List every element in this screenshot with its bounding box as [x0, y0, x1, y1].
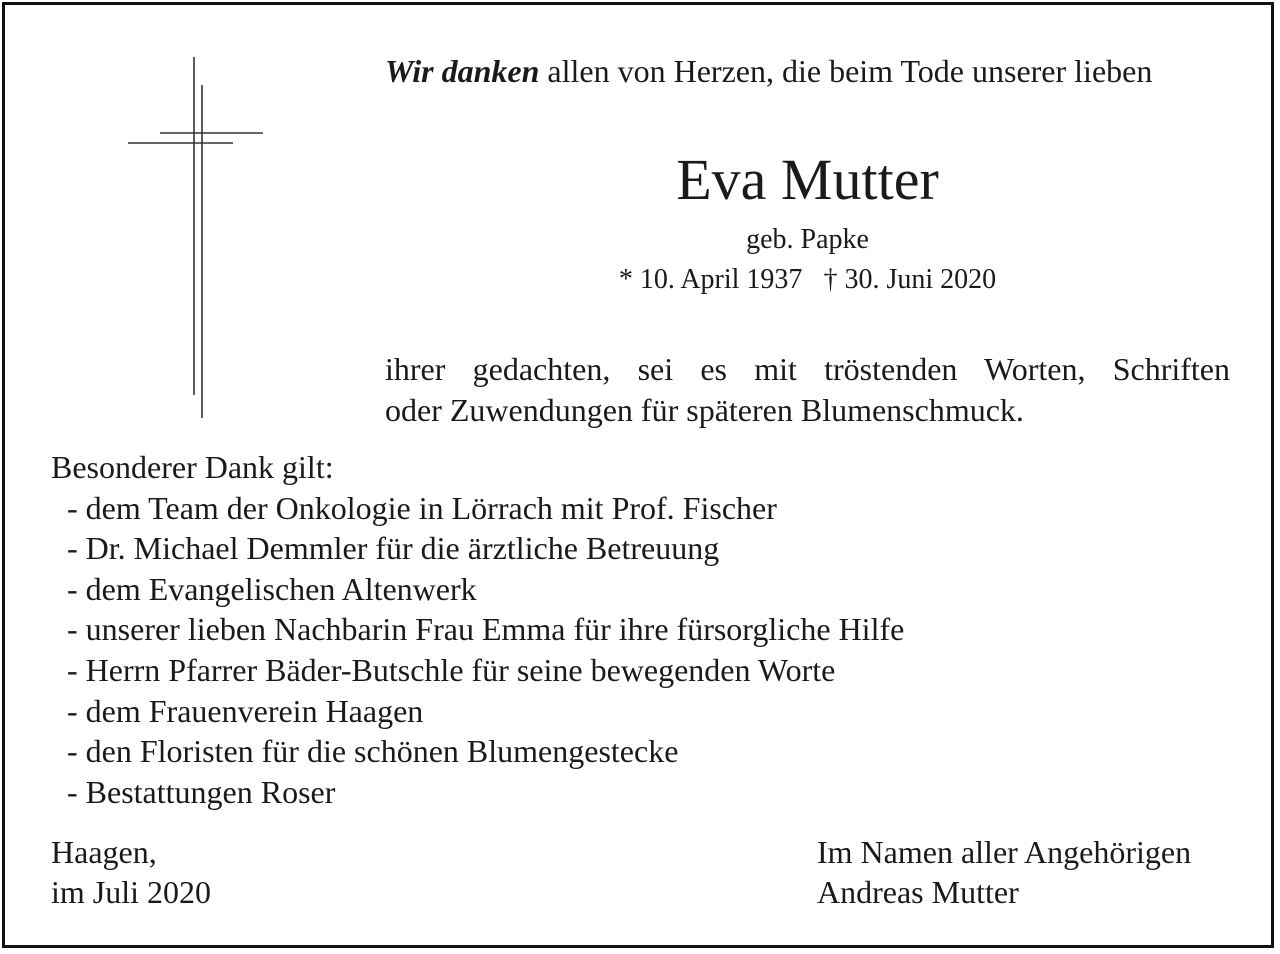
signature-name: Andreas Mutter — [817, 874, 1019, 910]
place-date — [51, 832, 211, 912]
maiden-name: geb. Papke — [746, 224, 869, 255]
intro-line — [385, 51, 1230, 91]
signature — [817, 832, 1191, 912]
body-line-2: oder Zuwendungen für späteren Blumenschmuck. — [385, 392, 1024, 428]
body-line-1: ihrer gedachten, sei es mit tröstenden Worten, Schriften — [385, 351, 1230, 387]
signature-line-1: Im Namen aller Angehörigen — [817, 834, 1192, 870]
thanks-item: - den Floristen für die schönen Blumengestecke — [67, 733, 679, 770]
body-text — [385, 349, 1230, 431]
intro-rest: allen von Herzen, die beim Tode unserer lieben — [539, 53, 1153, 89]
date: im Juli 2020 — [51, 874, 212, 910]
intro-lead: Wir danken — [385, 53, 540, 89]
birth-date: * 10. April 1937 — [618, 264, 803, 295]
special-thanks — [51, 447, 1231, 812]
special-thanks-heading: Besonderer Dank gilt: — [51, 449, 334, 485]
thanks-item: - dem Evangelischen Altenwerk — [67, 570, 477, 607]
thanks-item: - dem Team der Onkologie in Lörrach mit Prof. Fischer — [67, 489, 777, 526]
place: Haagen, — [51, 834, 157, 870]
death-date: † 30. Juni 2020 — [823, 264, 997, 295]
thanks-list — [51, 488, 1231, 813]
thanks-item: - dem Frauenverein Haagen — [67, 692, 424, 729]
thanks-item: - Herrn Pfarrer Bäder-Butschle für seine bewegenden Worte — [67, 651, 836, 688]
obituary-notice — [2, 2, 1274, 948]
thanks-item: - Dr. Michael Demmler für die ärztliche Betreuung — [67, 530, 720, 567]
deceased-name: Eva Mutter — [676, 147, 939, 212]
thanks-item: - Bestattungen Roser — [67, 773, 336, 810]
life-dates — [385, 261, 1230, 299]
cross-icon — [5, 5, 275, 425]
thanks-item: - unserer lieben Nachbarin Frau Emma für ihre fürsorgliche Hilfe — [67, 611, 905, 648]
